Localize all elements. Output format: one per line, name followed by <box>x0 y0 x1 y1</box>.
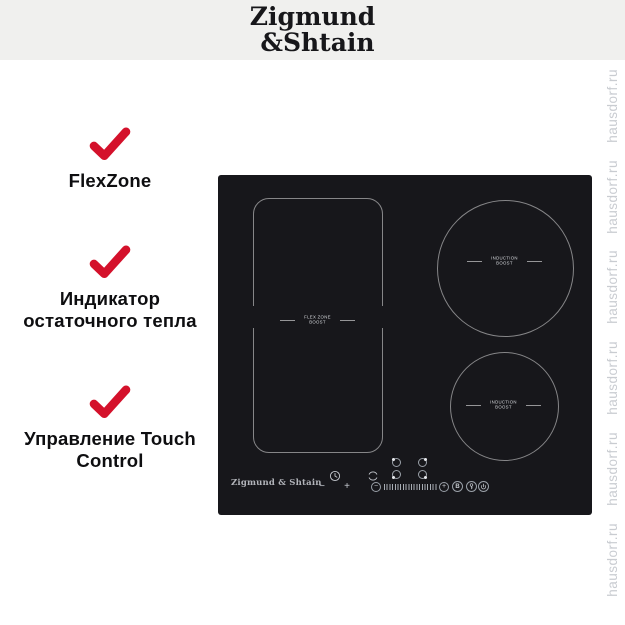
zone-dot <box>424 458 427 461</box>
feature-label-line: Управление Touch <box>24 428 196 449</box>
induction-top-label <box>437 255 572 268</box>
power-slider-scale <box>384 484 438 490</box>
label-dash <box>526 405 541 406</box>
watermark-text: hausdorf.ru <box>605 431 620 506</box>
hob-brand-logo: Zigmund & Shtain <box>231 478 322 488</box>
checkmark-icon <box>89 127 131 161</box>
feature-residual-heat-indicator <box>5 245 215 332</box>
watermark-text: hausdorf.ru <box>605 159 620 234</box>
label-dash <box>280 320 295 321</box>
key-lock-icon <box>466 481 477 492</box>
watermark-text: hausdorf.ru <box>605 341 620 415</box>
feature-label-line: Индикатор <box>59 288 161 309</box>
zone-text-line: FLEX ZONE <box>304 315 331 321</box>
power-slider-plus: + <box>439 482 449 492</box>
brand-header <box>0 0 625 60</box>
zone-text <box>491 257 518 266</box>
zone-text <box>304 316 331 325</box>
label-dash <box>527 261 542 262</box>
checkmark-icon <box>89 385 131 419</box>
zone-dot <box>392 476 395 479</box>
zone-text-line: INDUCTION <box>490 400 517 406</box>
label-dash <box>467 261 482 262</box>
brand-logo-line1: Zigmund <box>249 2 376 31</box>
timer-plus-button: + <box>344 481 350 492</box>
zone-text-line: BOOST <box>309 320 326 325</box>
feature-label <box>23 288 196 332</box>
power-icon <box>478 481 489 492</box>
power-slider-minus: − <box>371 482 381 492</box>
zone-select-bottom-right <box>418 470 427 479</box>
feature-label-line: Control <box>76 450 144 471</box>
feature-flexzone <box>5 127 215 192</box>
zone-dot <box>424 476 427 479</box>
zone-select-top-right <box>418 458 427 467</box>
feature-touch-control <box>5 385 215 472</box>
watermark-column <box>605 0 620 597</box>
induction-burner-top-right <box>437 200 574 337</box>
clock-icon <box>329 469 341 487</box>
flexzone-label <box>253 314 382 327</box>
label-dash <box>340 320 355 321</box>
feature-label <box>69 170 152 192</box>
induction-bottom-label <box>450 399 557 412</box>
zone-text-line: BOOST <box>495 405 512 410</box>
zone-text-line: INDUCTION <box>491 256 518 262</box>
brand-logo-line2: &Shtain <box>260 28 375 57</box>
boost-button: B <box>452 481 463 492</box>
watermark-text: hausdorf.ru <box>605 522 620 597</box>
zone-select-top-left <box>392 458 401 467</box>
feature-label-line: остаточного тепла <box>23 310 197 331</box>
zone-dot <box>392 458 395 461</box>
feature-label <box>24 428 196 472</box>
zone-text <box>490 401 517 410</box>
label-dash <box>466 405 481 406</box>
watermark-text: hausdorf.ru <box>605 250 620 325</box>
cooktop-image <box>218 175 592 515</box>
feature-label-line: FlexZone <box>68 170 152 191</box>
zone-text-line: BOOST <box>496 261 513 266</box>
timer-minus-button: − <box>319 481 325 492</box>
zone-select-bottom-left <box>392 470 401 479</box>
checkmark-icon <box>89 245 131 279</box>
watermark-text: hausdorf.ru <box>605 68 620 143</box>
